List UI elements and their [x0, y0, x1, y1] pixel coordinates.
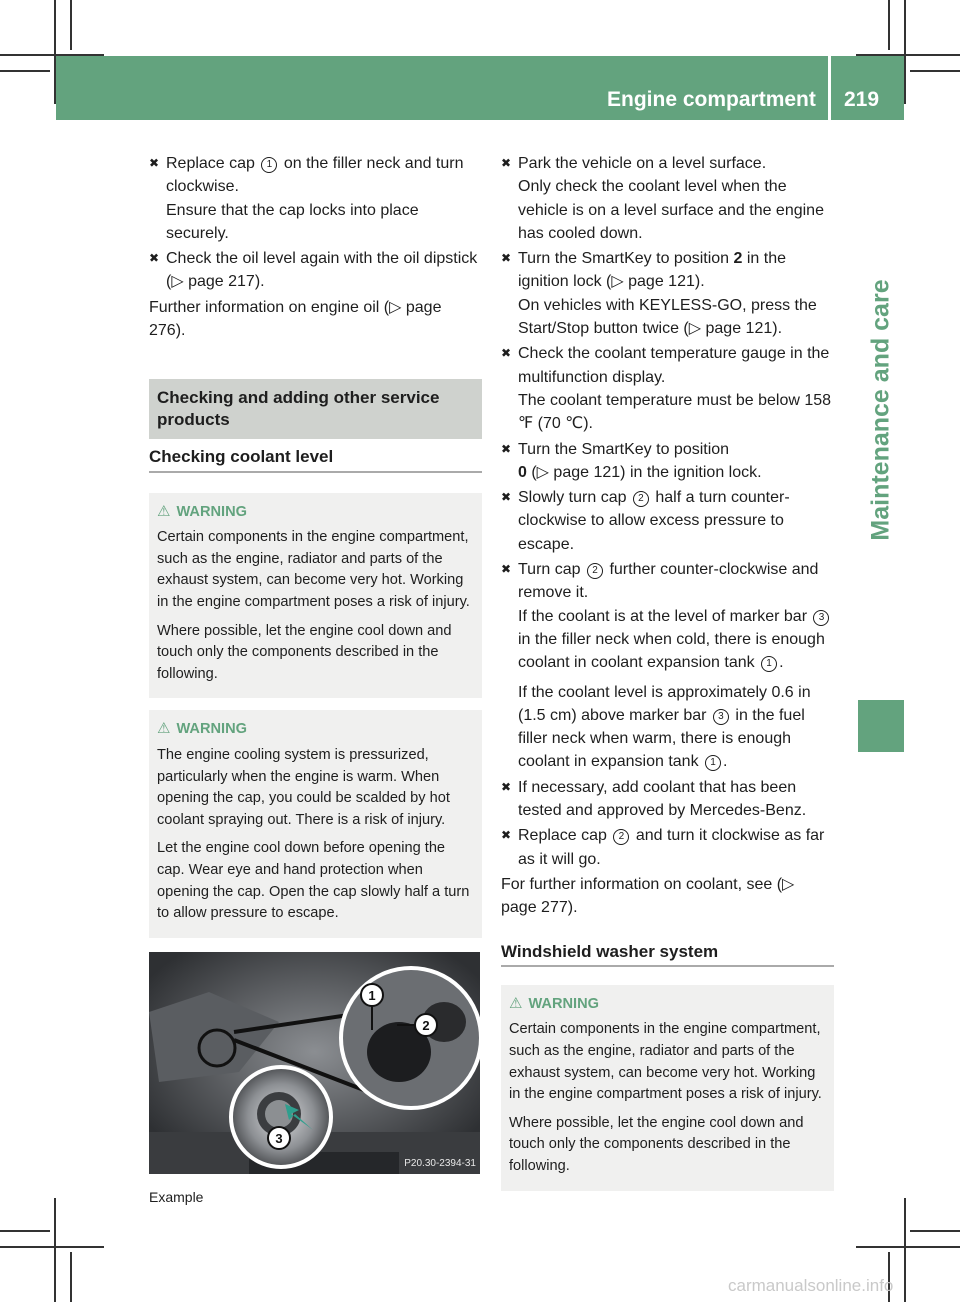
- sub-heading: Windshield washer system: [501, 934, 834, 967]
- instruction-step: [149, 247, 482, 294]
- crop-mark: [910, 70, 960, 72]
- svg-text:2: 2: [422, 1017, 430, 1033]
- instruction-step: [501, 342, 834, 435]
- crop-mark: [54, 1198, 56, 1302]
- instruction-step: [501, 824, 834, 871]
- step-note: On vehicles with KEYLESS-GO, press the Start/Stop button twice (▷ page 121).: [518, 296, 817, 338]
- crop-mark: [910, 1230, 960, 1232]
- side-tab-label: Maintenance and care: [866, 279, 895, 541]
- step-arrow-icon: ✖: [501, 441, 512, 456]
- figure-caption: Example: [149, 1188, 204, 1205]
- instruction-step: [501, 438, 834, 485]
- header-title: Engine compartment: [607, 88, 816, 111]
- section-heading: Checking and adding other service products: [149, 379, 482, 439]
- step-note: The coolant temperature must be below 158 ℉ (70 ℃).: [518, 391, 832, 433]
- warning-box: [149, 710, 482, 937]
- callout-number: 1: [705, 755, 721, 771]
- crop-mark: [856, 1246, 960, 1248]
- warning-text: Let the engine cool down before opening the cap. Wear eye and hand protection when opening the cap. Open the cap slowly half a turn to allow pressure to escape.: [157, 840, 470, 922]
- crop-mark: [904, 1198, 906, 1302]
- step-text: Turn the SmartKey to position 2 in the ignition lock (▷ page 121).: [518, 250, 787, 291]
- step-note: Ensure that the cap locks into place securely.: [166, 201, 419, 242]
- warning-triangle-icon: ⚠: [509, 994, 523, 1012]
- step-arrow-icon: ✖: [501, 828, 512, 843]
- step-arrow-icon: ✖: [501, 251, 512, 266]
- crop-mark: [70, 1252, 72, 1302]
- callout-number: 2: [633, 491, 649, 507]
- step-arrow-icon: ✖: [501, 156, 512, 170]
- step-text: Check the oil level again with the oil dipstick (▷ page 217).: [166, 250, 478, 291]
- step-text: Park the vehicle on a level surface.: [518, 155, 767, 172]
- right-column: [501, 152, 834, 1191]
- further-info: For further information on coolant, see (▷ page 277).: [501, 875, 795, 917]
- callout-number: 2: [587, 563, 603, 579]
- step-text: Turn cap 2 further counter-clockwise and remove it.: [518, 561, 819, 602]
- warning-title: ⚠ WARNING: [157, 720, 247, 738]
- instruction-step: [501, 247, 834, 340]
- step-note: If the coolant is at the level of marker bar 3 in the filler neck when cold, there is enough coolant in coolant expansion tank 1 .: [518, 605, 834, 675]
- instruction-step: [501, 558, 834, 774]
- warning-title: ⚠ WARNING: [157, 502, 247, 520]
- warning-text: The engine cooling system is pressurized, particularly when the engine is warm. When opening the cap, you could be scalded by hot coolant spraying out. There is a risk of injury.: [157, 747, 450, 828]
- step-text: Replace cap 2 and turn it clockwise as far as it will go.: [518, 827, 825, 868]
- step-note: Only check the coolant level when the vehicle is on a level surface and the engine has cooled down.: [518, 178, 824, 242]
- callout-3: [268, 1127, 290, 1149]
- step-text: If necessary, add coolant that has been tested and approved by Mercedes-Benz.: [518, 778, 807, 820]
- crop-mark: [888, 0, 890, 50]
- crop-mark: [0, 1246, 104, 1248]
- callout-number: 1: [761, 656, 777, 672]
- instruction-step: [149, 152, 482, 245]
- warning-triangle-icon: ⚠: [157, 720, 171, 738]
- crop-mark: [0, 70, 50, 72]
- side-tab-block: [858, 700, 904, 752]
- step-arrow-icon: ✖: [149, 156, 160, 170]
- warning-text: Where possible, let the engine cool down and touch only the components described in the following.: [157, 622, 452, 682]
- instruction-step: [501, 486, 834, 556]
- callout-2: [415, 1014, 437, 1036]
- step-text: Slowly turn cap 2 half a turn counter-clockwise to allow excess pressure to escape.: [518, 489, 790, 553]
- step-arrow-icon: ✖: [149, 251, 160, 266]
- instruction-step: [501, 152, 834, 245]
- page-number: 219: [844, 88, 880, 111]
- instruction-step: [501, 776, 834, 823]
- callout-number: 3: [813, 610, 829, 626]
- left-column: [149, 152, 482, 1209]
- warning-triangle-icon: ⚠: [157, 502, 171, 520]
- step-arrow-icon: ✖: [501, 562, 512, 577]
- warning-box: [501, 985, 834, 1191]
- step-arrow-icon: ✖: [501, 779, 512, 794]
- figure-code: P20.30-2394-31: [404, 1157, 476, 1169]
- svg-text:3: 3: [275, 1130, 283, 1146]
- callout-1: [361, 984, 383, 1006]
- watermark: carmanualsonline.info: [728, 1276, 894, 1295]
- engine-photo: [149, 952, 480, 1174]
- callout-number: 3: [713, 709, 729, 725]
- step-arrow-icon: ✖: [501, 490, 512, 505]
- warning-title: ⚠ WARNING: [509, 994, 599, 1012]
- sub-heading: Checking coolant level: [149, 439, 482, 472]
- engine-illustration: [149, 952, 480, 1174]
- step-note: If the coolant level is approximately 0.6 in (1.5 cm) above marker bar 3 in the fuel filler neck when warm, there is enough coolant in expansion tank 1 .: [518, 683, 811, 771]
- crop-mark: [0, 1230, 50, 1232]
- svg-text:1: 1: [368, 987, 376, 1003]
- warning-text: Where possible, let the engine cool down and touch only the components described in the following.: [509, 1114, 804, 1174]
- crop-mark: [904, 0, 906, 104]
- callout-number: 2: [613, 829, 629, 845]
- callout-number: 1: [261, 157, 277, 173]
- step-arrow-icon: ✖: [501, 346, 512, 361]
- step-text: Turn the SmartKey to position 0 (▷ page 121) in the ignition lock.: [518, 440, 762, 481]
- warning-text: Certain components in the engine compartment, such as the engine, radiator and parts of the exhaust system, can become very hot. Working in the engine compartment poses a risk of injury.: [157, 529, 470, 611]
- warning-text: Certain components in the engine compartment, such as the engine, radiator and parts of the exhaust system, can become very hot. Working in the engine compartment poses a risk of injury.: [509, 1021, 822, 1103]
- step-text: Replace cap 1 on the filler neck and turn clockwise.: [166, 155, 464, 196]
- warning-box: [149, 493, 482, 699]
- further-info: Further information on engine oil (▷ page 276).: [149, 298, 442, 340]
- crop-mark: [70, 0, 72, 50]
- step-text: Check the coolant temperature gauge in the multifunction display.: [518, 345, 830, 386]
- header-divider: [828, 56, 831, 120]
